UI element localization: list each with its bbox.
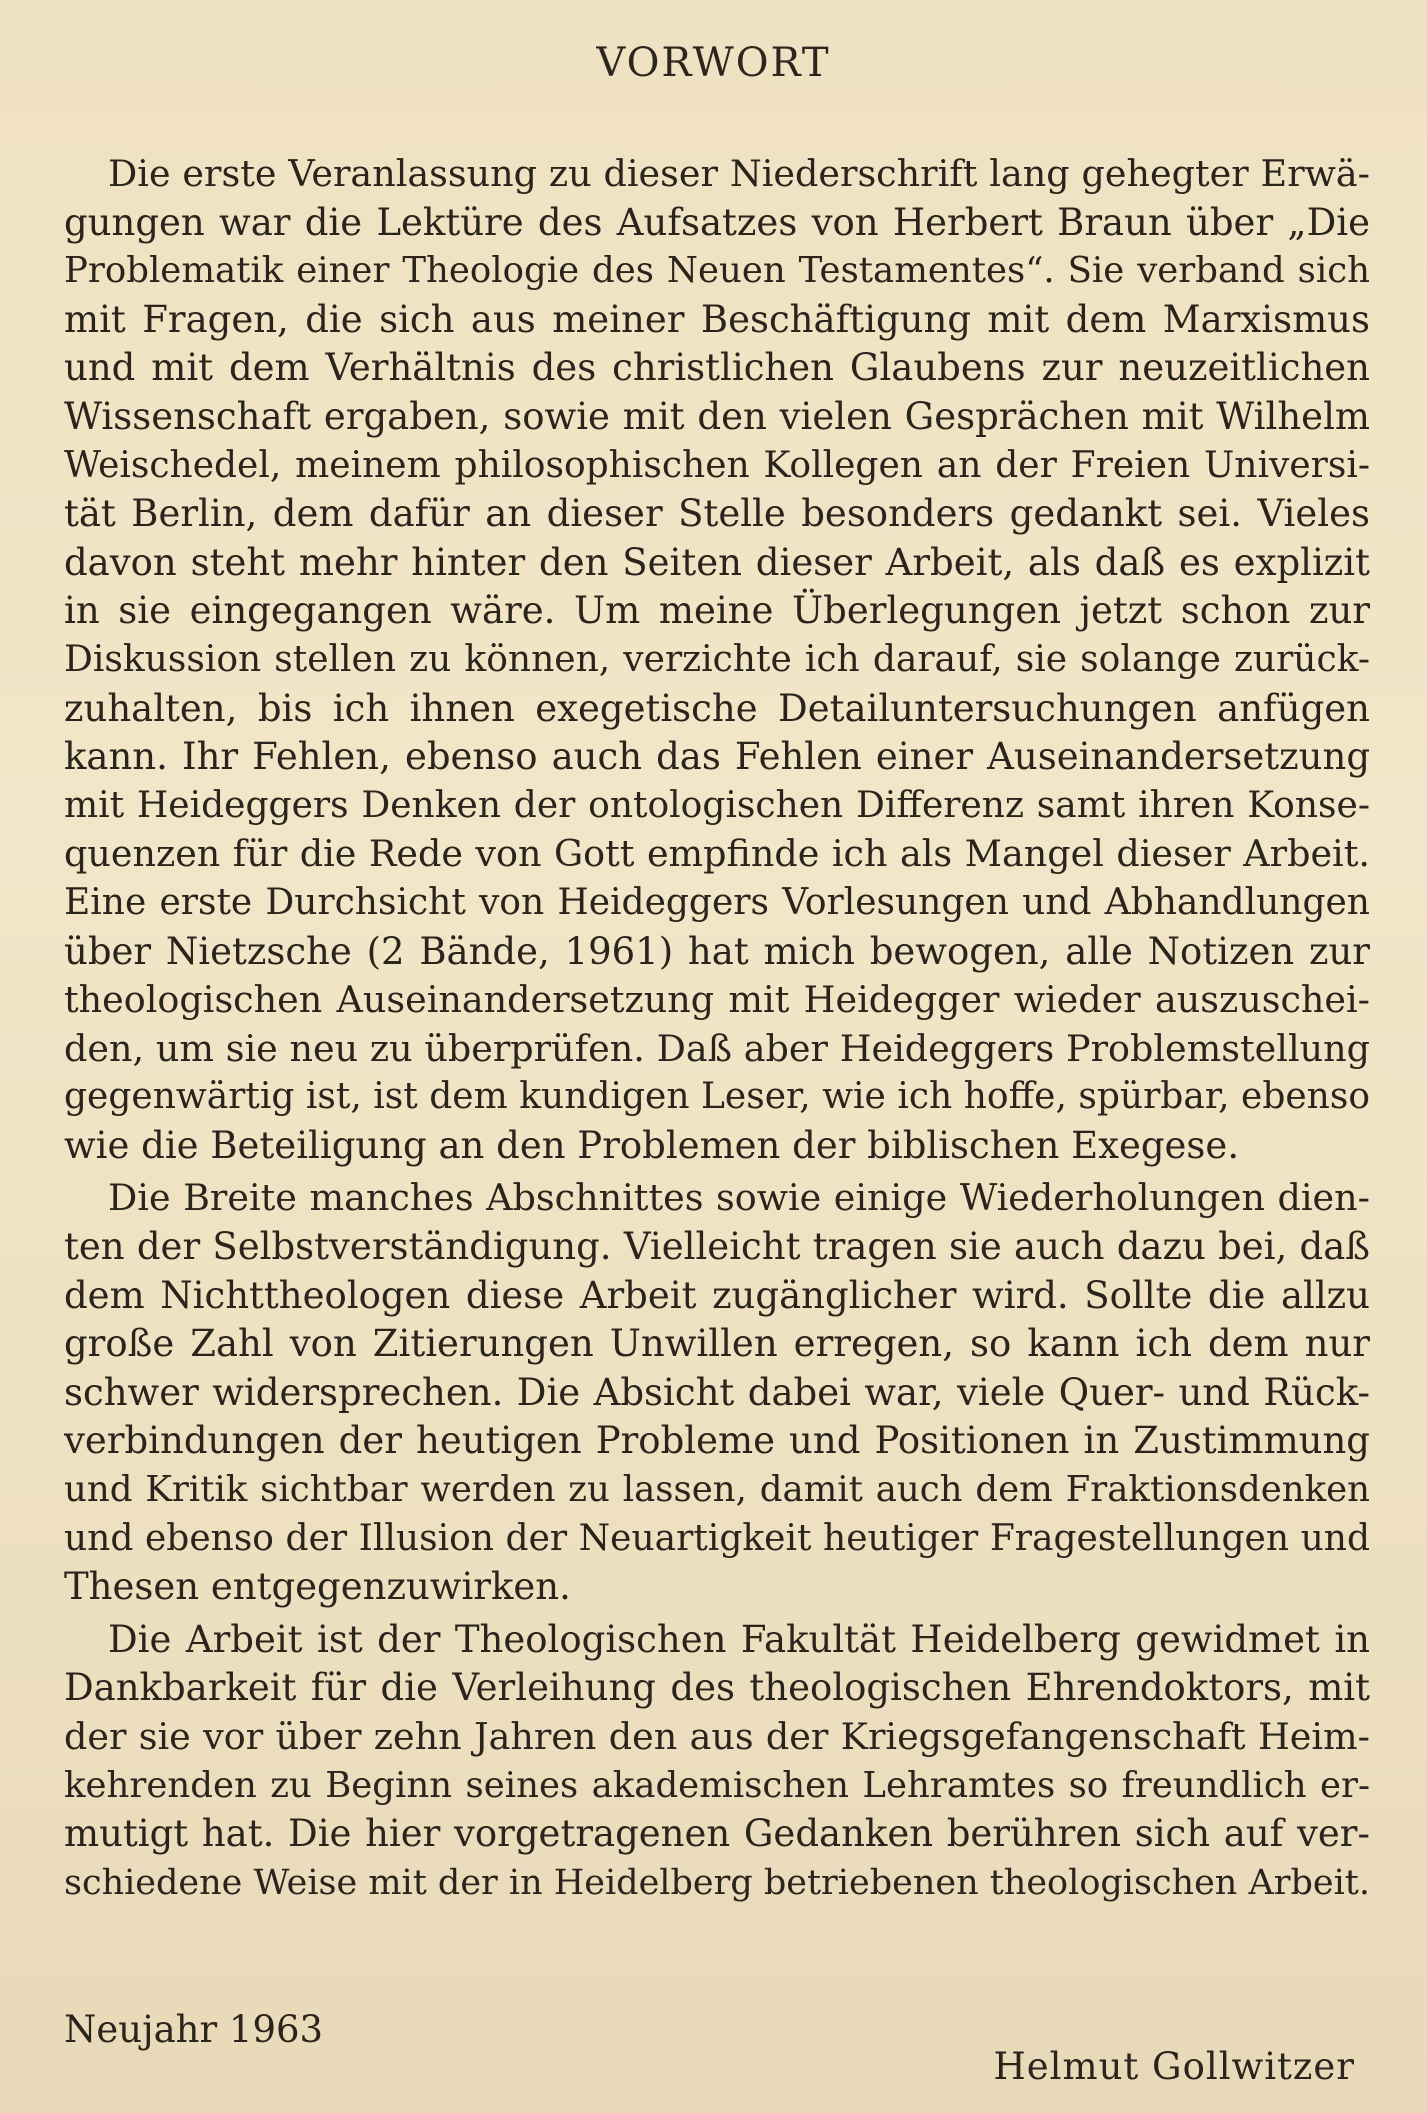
- author-signature: Helmut Gollwitzer: [993, 2045, 1355, 2088]
- text-line: tät Berlin, dem dafür an dieser Stelle besonders gedankt sei. Vieles: [64, 492, 1370, 536]
- text-line: Diskussion stellen zu können, verzichte ich darauf, sie solange zurück-: [64, 638, 1370, 680]
- text-line: gungen war die Lektüre des Aufsatzes von Herbert Braun über „Die: [64, 200, 1370, 244]
- text-line: große Zahl von Zitierungen Unwillen erregen, so kann ich dem nur: [64, 1322, 1370, 1366]
- text-line: Thesen entgegenzuwirken.: [64, 1565, 571, 1609]
- text-line: Die Breite manches Abschnittes sowie einige Wiederholungen dien-: [108, 1176, 1370, 1220]
- text-line: theologischen Auseinandersetzung mit Heidegger wieder auszuschei-: [64, 978, 1370, 1022]
- text-line: mit Heideggers Denken der ontologischen Differenz samt ihren Konse-: [64, 784, 1370, 826]
- text-line: kann. Ihr Fehlen, ebenso auch das Fehlen einer Auseinandersetzung: [64, 735, 1370, 779]
- text-line: und mit dem Verhältnis des christlichen Glaubens zur neuzeitlichen: [64, 346, 1370, 390]
- text-line: Problematik einer Theologie des Neuen Testamentes“. Sie verband sich: [64, 250, 1370, 292]
- foreword-body: [64, 150, 1370, 1907]
- date-line: Neujahr 1963: [64, 2008, 324, 2051]
- text-line: und ebenso der Illusion der Neuartigkeit heutiger Fragestellungen und: [64, 1517, 1370, 1559]
- text-line: dem Nichttheologen diese Arbeit zugänglicher wird. Sollte die allzu: [64, 1273, 1370, 1317]
- paragraph-2: [64, 1174, 1370, 1611]
- text-line: Wissenschaft ergaben, sowie mit den vielen Gesprächen mit Wilhelm: [64, 394, 1370, 438]
- page-title: VORWORT: [596, 40, 831, 86]
- text-line: zuhalten, bis ich ihnen exegetische Detailuntersuchungen anfügen: [64, 686, 1370, 730]
- text-line: wie die Beteiligung an den Problemen der biblischen Exegese.: [64, 1123, 1240, 1167]
- text-line: davon steht mehr hinter den Seiten dieser Arbeit, als daß es explizit: [64, 540, 1370, 584]
- text-line: schwer widersprechen. Die Absicht dabei war, viele Quer- und Rück-: [64, 1370, 1370, 1414]
- text-line: und Kritik sichtbar werden zu lassen, damit auch dem Fraktionsdenken: [64, 1469, 1370, 1511]
- text-line: kehrenden zu Beginn seines akademischen Lehramtes so freundlich er-: [64, 1764, 1370, 1806]
- text-line: gegenwärtig ist, ist dem kundigen Leser, wie ich hoffe, spürbar, ebenso: [64, 1076, 1370, 1118]
- text-line: Eine erste Durchsicht von Heideggers Vorlesungen und Abhandlungen: [64, 881, 1370, 923]
- paragraph-3: [64, 1616, 1370, 1908]
- text-line: Dankbarkeit für die Verleihung des theologischen Ehrendoktors, mit: [64, 1666, 1370, 1710]
- text-line: über Nietzsche (2 Bände, 1961) hat mich bewogen, alle Notizen zur: [64, 929, 1370, 973]
- text-line: Die erste Veranlassung zu dieser Niederschrift lang gehegter Erwä-: [108, 152, 1370, 195]
- text-line: ten der Selbstverständigung. Vielleicht tragen sie auch dazu bei, daß: [64, 1225, 1370, 1269]
- text-line: verbindungen der heutigen Probleme und Positionen in Zustimmung: [64, 1419, 1370, 1463]
- text-line: der sie vor über zehn Jahren den aus der Kriegsgefangenschaft Heim-: [64, 1715, 1370, 1758]
- text-line: mit Fragen, die sich aus meiner Beschäftigung mit dem Marxismus: [64, 297, 1370, 341]
- text-line: Die Arbeit ist der Theologischen Fakultät Heidelberg gewidmet in: [108, 1617, 1370, 1661]
- text-line: schiedene Weise mit der in Heidelberg betriebenen theologischen Arbeit.: [64, 1862, 1370, 1903]
- text-line: Weischedel, meinem philosophischen Kollegen an der Freien Universi-: [64, 444, 1370, 486]
- text-line: quenzen für die Rede von Gott empfinde ich als Mangel dieser Arbeit.: [64, 832, 1370, 876]
- paragraph-1: [64, 150, 1370, 1170]
- text-line: mutigt hat. Die hier vorgetragenen Gedanken berühren sich auf ver-: [64, 1812, 1370, 1856]
- text-line: den, um sie neu zu überprüfen. Daß aber Heideggers Problemstellung: [64, 1026, 1370, 1070]
- text-line: in sie eingegangen wäre. Um meine Überlegungen jetzt schon zur: [64, 589, 1370, 633]
